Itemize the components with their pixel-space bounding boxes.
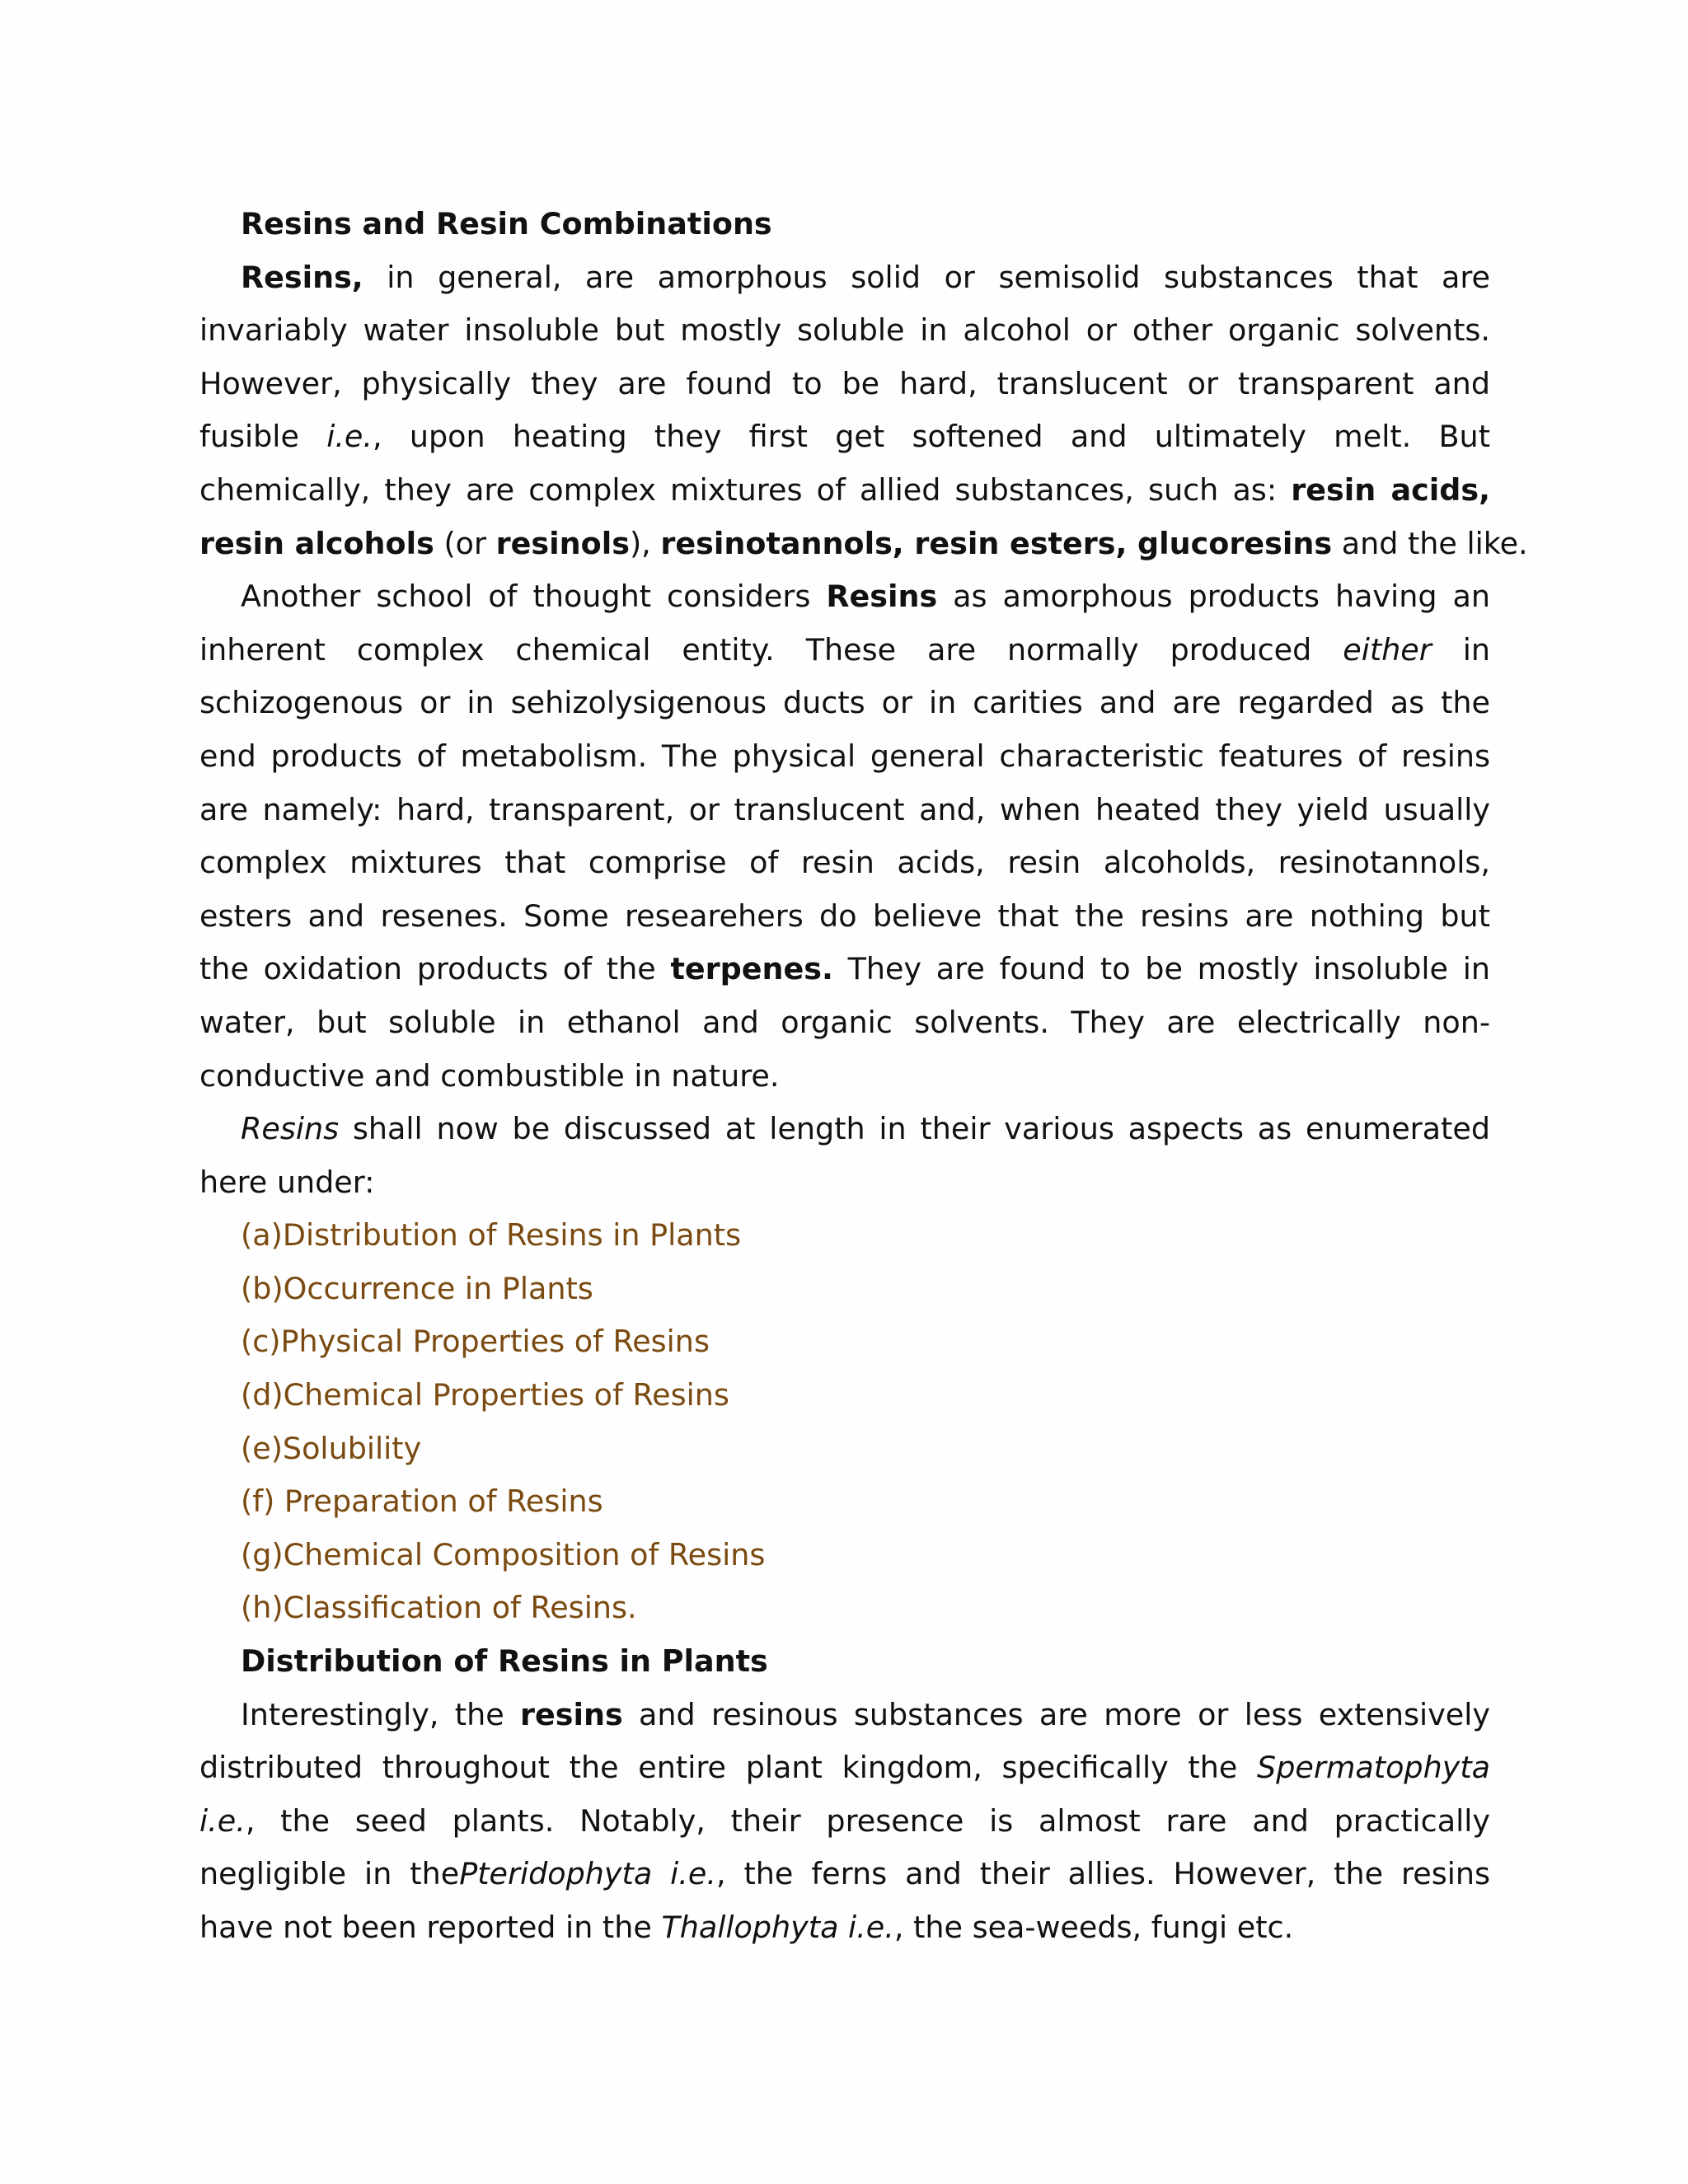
italic-term: i.e.: [326, 419, 373, 455]
bold-term: resinols: [495, 525, 630, 561]
text-run: , the sea-weeds, fungi etc.: [893, 1910, 1294, 1945]
text-line: [199, 784, 1490, 837]
bold-term: Resins: [826, 579, 938, 615]
text-run: chemically, they are complex mixtures of allied substances, such as:: [199, 471, 1292, 508]
text-line: [199, 1741, 1490, 1795]
text-run: in general, are amorphous solid or semisolid substances that are: [363, 259, 1490, 295]
text-line: [199, 410, 1490, 464]
text-run: and resinous substances are more or less extensively: [622, 1696, 1491, 1732]
text-run: ),: [629, 525, 661, 561]
text-run: invariably water insoluble but mostly soluble in alcohol or other organic solvents.: [199, 312, 1490, 349]
text-run: inherent complex chemical entity. These are normally produced: [199, 631, 1343, 668]
text-run: shall now be discussed at length in their various aspects as enumerated: [339, 1111, 1490, 1147]
text-run: (or: [434, 525, 496, 561]
paragraph-distribution: [199, 1689, 1490, 1955]
text-run: as amorphous products having an: [937, 579, 1490, 615]
text-run: , the ferns and their allies. However, the resins: [715, 1856, 1490, 1892]
text-run: , the seed plants. Notably, their presence is almost rare and practically: [245, 1802, 1490, 1839]
topic-item: (a)Distribution of Resins in Plants: [241, 1217, 742, 1254]
text-run: distributed throughout the entire plant kingdom, specifically the: [199, 1750, 1258, 1786]
italic-term: either: [1343, 631, 1432, 668]
text-line: [199, 1050, 1490, 1104]
paragraph-another-school: [199, 570, 1490, 1103]
text-line: [199, 570, 1490, 624]
text-line: [199, 358, 1490, 411]
text-line: [199, 1689, 1490, 1742]
italic-term: i.e.: [199, 1802, 246, 1839]
text-line: [199, 464, 1490, 518]
document-page: [199, 198, 1528, 1955]
text-run: water, but soluble in ethanol and organic solvents. They are electrically non-: [199, 1004, 1490, 1040]
text-line: [199, 1795, 1490, 1849]
text-run: and the like.: [1332, 525, 1528, 561]
text-line: [199, 996, 1490, 1050]
paragraph-resins-definition: [199, 251, 1528, 571]
bold-term: resins: [520, 1696, 623, 1732]
text-line: [199, 1156, 1490, 1210]
text-run: esters and resenes. Some researehers do believe that the resins are nothing but: [199, 898, 1490, 934]
topic-item: (e)Solubility: [241, 1430, 422, 1466]
text-run: have not been reported in the: [199, 1910, 662, 1945]
italic-term: Spermatophyta: [1257, 1750, 1490, 1786]
text-run: , upon heating they first get softened and ultimately melt. But: [373, 419, 1491, 455]
text-run: the oxidation products of the: [199, 951, 671, 987]
text-line: [199, 304, 1490, 358]
text-run: are namely: hard, transparent, or translucent and, when heated they yield usually: [199, 791, 1490, 827]
topic-item: (h)Classification of Resins.: [241, 1590, 637, 1626]
text-line: [199, 730, 1490, 784]
text-line: [199, 677, 1490, 730]
italic-term: Pteridophyta i.e.: [459, 1856, 716, 1892]
text-run: complex mixtures that comprise of resin acids, resin alcoholds, resinotannols,: [199, 845, 1490, 881]
text-line: [199, 251, 1490, 305]
text-line: [199, 943, 1490, 996]
text-run: They are found to be mostly insoluble in: [832, 951, 1490, 987]
text-run: in: [1431, 631, 1490, 668]
text-line: [199, 1848, 1490, 1901]
text-run: conductive and combustible in nature.: [199, 1057, 780, 1094]
italic-term: Resins: [241, 1111, 340, 1147]
section-heading-resins: Resins and Resin Combinations: [241, 206, 772, 241]
text-line: [199, 1103, 1490, 1156]
section-heading-distribution: Distribution of Resins in Plants: [241, 1643, 768, 1680]
topic-item: (g)Chemical Composition of Resins: [241, 1536, 766, 1572]
bold-term: terpenes.: [670, 951, 833, 987]
paragraph-discussion-intro: [199, 1103, 1490, 1209]
text-run: However, physically they are found to be hard, translucent or transparent and: [199, 365, 1490, 401]
text-run: schizogenous or in sehizolysigenous ducts or in carities and are regarded as the: [199, 685, 1490, 721]
bold-term: Resins,: [241, 259, 363, 295]
text-line: [199, 518, 1528, 571]
text-line: [199, 1901, 1490, 1955]
text-run: here under:: [199, 1164, 375, 1200]
topic-list: [199, 1209, 1490, 1635]
italic-term: Thallophyta i.e.: [661, 1910, 894, 1945]
bold-term: resin alcohols: [199, 525, 434, 561]
topic-item: (c)Physical Properties of Resins: [241, 1324, 710, 1360]
topic-item: (f) Preparation of Resins: [241, 1483, 603, 1520]
topic-item: (b)Occurrence in Plants: [241, 1270, 593, 1306]
text-run: fusible: [199, 419, 327, 455]
topic-item: (d)Chemical Properties of Resins: [241, 1377, 729, 1413]
text-run: negligible in the: [199, 1856, 460, 1892]
bold-term: resinotannols, resin esters, glucoresins: [660, 525, 1333, 561]
bold-term: resin acids,: [1291, 471, 1490, 508]
text-run: end products of metabolism. The physical general characteristic features of resins: [199, 738, 1490, 774]
text-run: Interestingly, the: [241, 1696, 521, 1732]
text-line: [199, 624, 1490, 677]
text-line: [199, 890, 1490, 944]
text-run: Another school of thought considers: [241, 579, 827, 615]
text-line: [199, 837, 1490, 890]
